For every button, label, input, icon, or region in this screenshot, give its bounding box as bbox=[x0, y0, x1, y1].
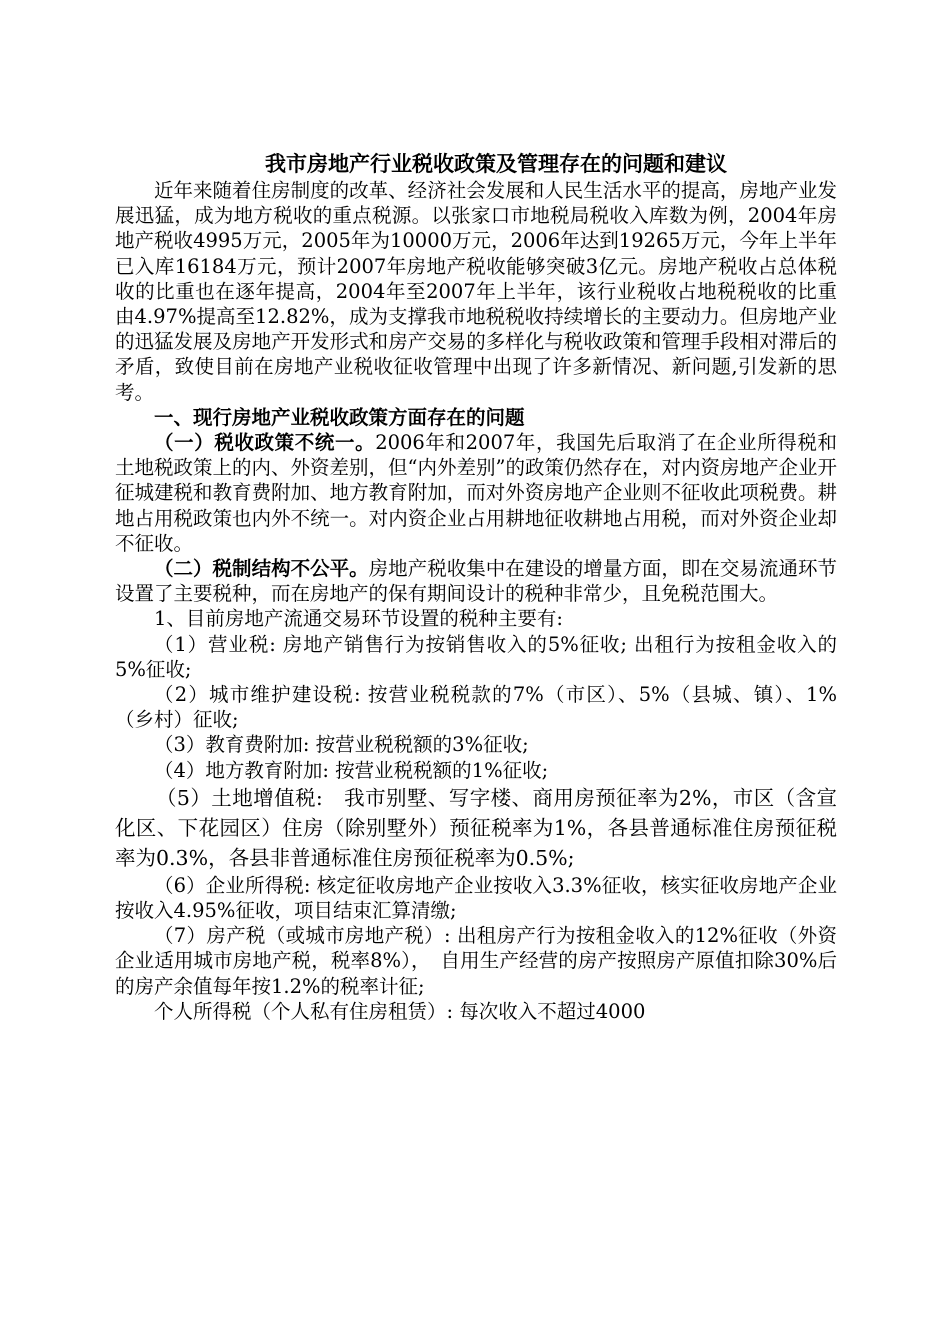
subsection-1-paragraph bbox=[115, 430, 837, 556]
document-title: 我市房地产行业税收政策及管理存在的问题和建议 bbox=[265, 152, 727, 176]
list-intro: 1、目前房地产流通交易环节设置的税种主要有: bbox=[154, 607, 563, 631]
intro-paragraph: 近年来随着住房制度的改革、经济社会发展和人民生活水平的提高，房地产业发展迅猛，成为地方税收的重点税源。以张家口市地税局税收入库数为例，2004年房地产税收4995万元，2005年为10000万元，2006年达到19265万元，今年上半年已入库16184万元，预计2007年房地产税收能够突破3亿元。房地产税收占总体税收的比重也在逐年提高，2004年至2007年上半年，该行业税收占地税税收的比重由4.97%提高至12.82%，成为支撑我市地税税收持续增长的主要动力。但房地产业的迅猛发展及房地产开发形式和房产交易的多样化与税收政策和管理手段相对滞后的矛盾，致使目前在房地产业税收征收管理中出现了许多新情况、新问题,引发新的思考。 bbox=[115, 179, 837, 404]
list-item-7: （7）房产税（或城市房地产税）: 出租房产行为按租金收入的12%征收（外资企业适用城市房地产税，税率8%）， 自用生产经营的房产按照房产原值扣除30%后的房产余值每年按1.2%的税率计征; bbox=[115, 924, 837, 998]
list-item-8: 个人所得税（个人私有住房租赁）: 每次收入不超过4000 bbox=[154, 999, 646, 1023]
list-item-2: （2）城市维护建设税: 按营业税税款的7%（市区）、5%（县城、镇）、1%（乡村）征收; bbox=[115, 683, 837, 732]
section-heading: 一、现行房地产业税收政策方面存在的问题 bbox=[154, 405, 525, 429]
list-item-1: （1）营业税: 房地产销售行为按销售收入的5%征收; 出租行为按租金收入的5%征收; bbox=[115, 632, 837, 681]
list-item-3: （3）教育费附加: 按营业税税额的3%征收; bbox=[154, 733, 529, 757]
document-body bbox=[115, 150, 837, 1024]
subsection-2-text: 房地产税收集中在建设的增量方面，即在交易流通环节设置了主要税种，而在房地产的保有期间设计的税种非常少，且免税范围大。 bbox=[115, 557, 837, 606]
list-item-6: （6）企业所得税: 核定征收房地产企业按收入3.3%征收，核实征收房地产企业按收入4.95%征收，项目结束汇算清缴; bbox=[115, 873, 837, 923]
subsection-1-text: 2006年和2007年，我国先后取消了在企业所得税和土地税政策上的内、外资差别，但“内外差别”的政策仍然存在，对内资房地产企业开征城建税和教育费附加、地方教育附加，而对外资房地产企业则不征收此项税费。耕地占用税政策也内外不统一。对内资企业占用耕地征收耕地占用税，而对外资企业却不征收。 bbox=[115, 431, 837, 555]
subsection-2-heading: （二）税制结构不公平。 bbox=[154, 557, 369, 581]
subsection-1-heading: （一）税收政策不统一。 bbox=[154, 431, 376, 455]
list-item-4: （4）地方教育附加: 按营业税税额的1%征收; bbox=[154, 758, 549, 782]
subsection-2-paragraph bbox=[115, 556, 837, 606]
list-item-5: （5）土地增值税: 我市别墅、写字楼、商用房预征率为2%，市区（含宣化区、下花园区）住房（除别墅外）预征税率为1%，各县普通标准住房预征税率为0.3%，各县非普通标准住房预征税率为0.5%; bbox=[115, 785, 837, 870]
